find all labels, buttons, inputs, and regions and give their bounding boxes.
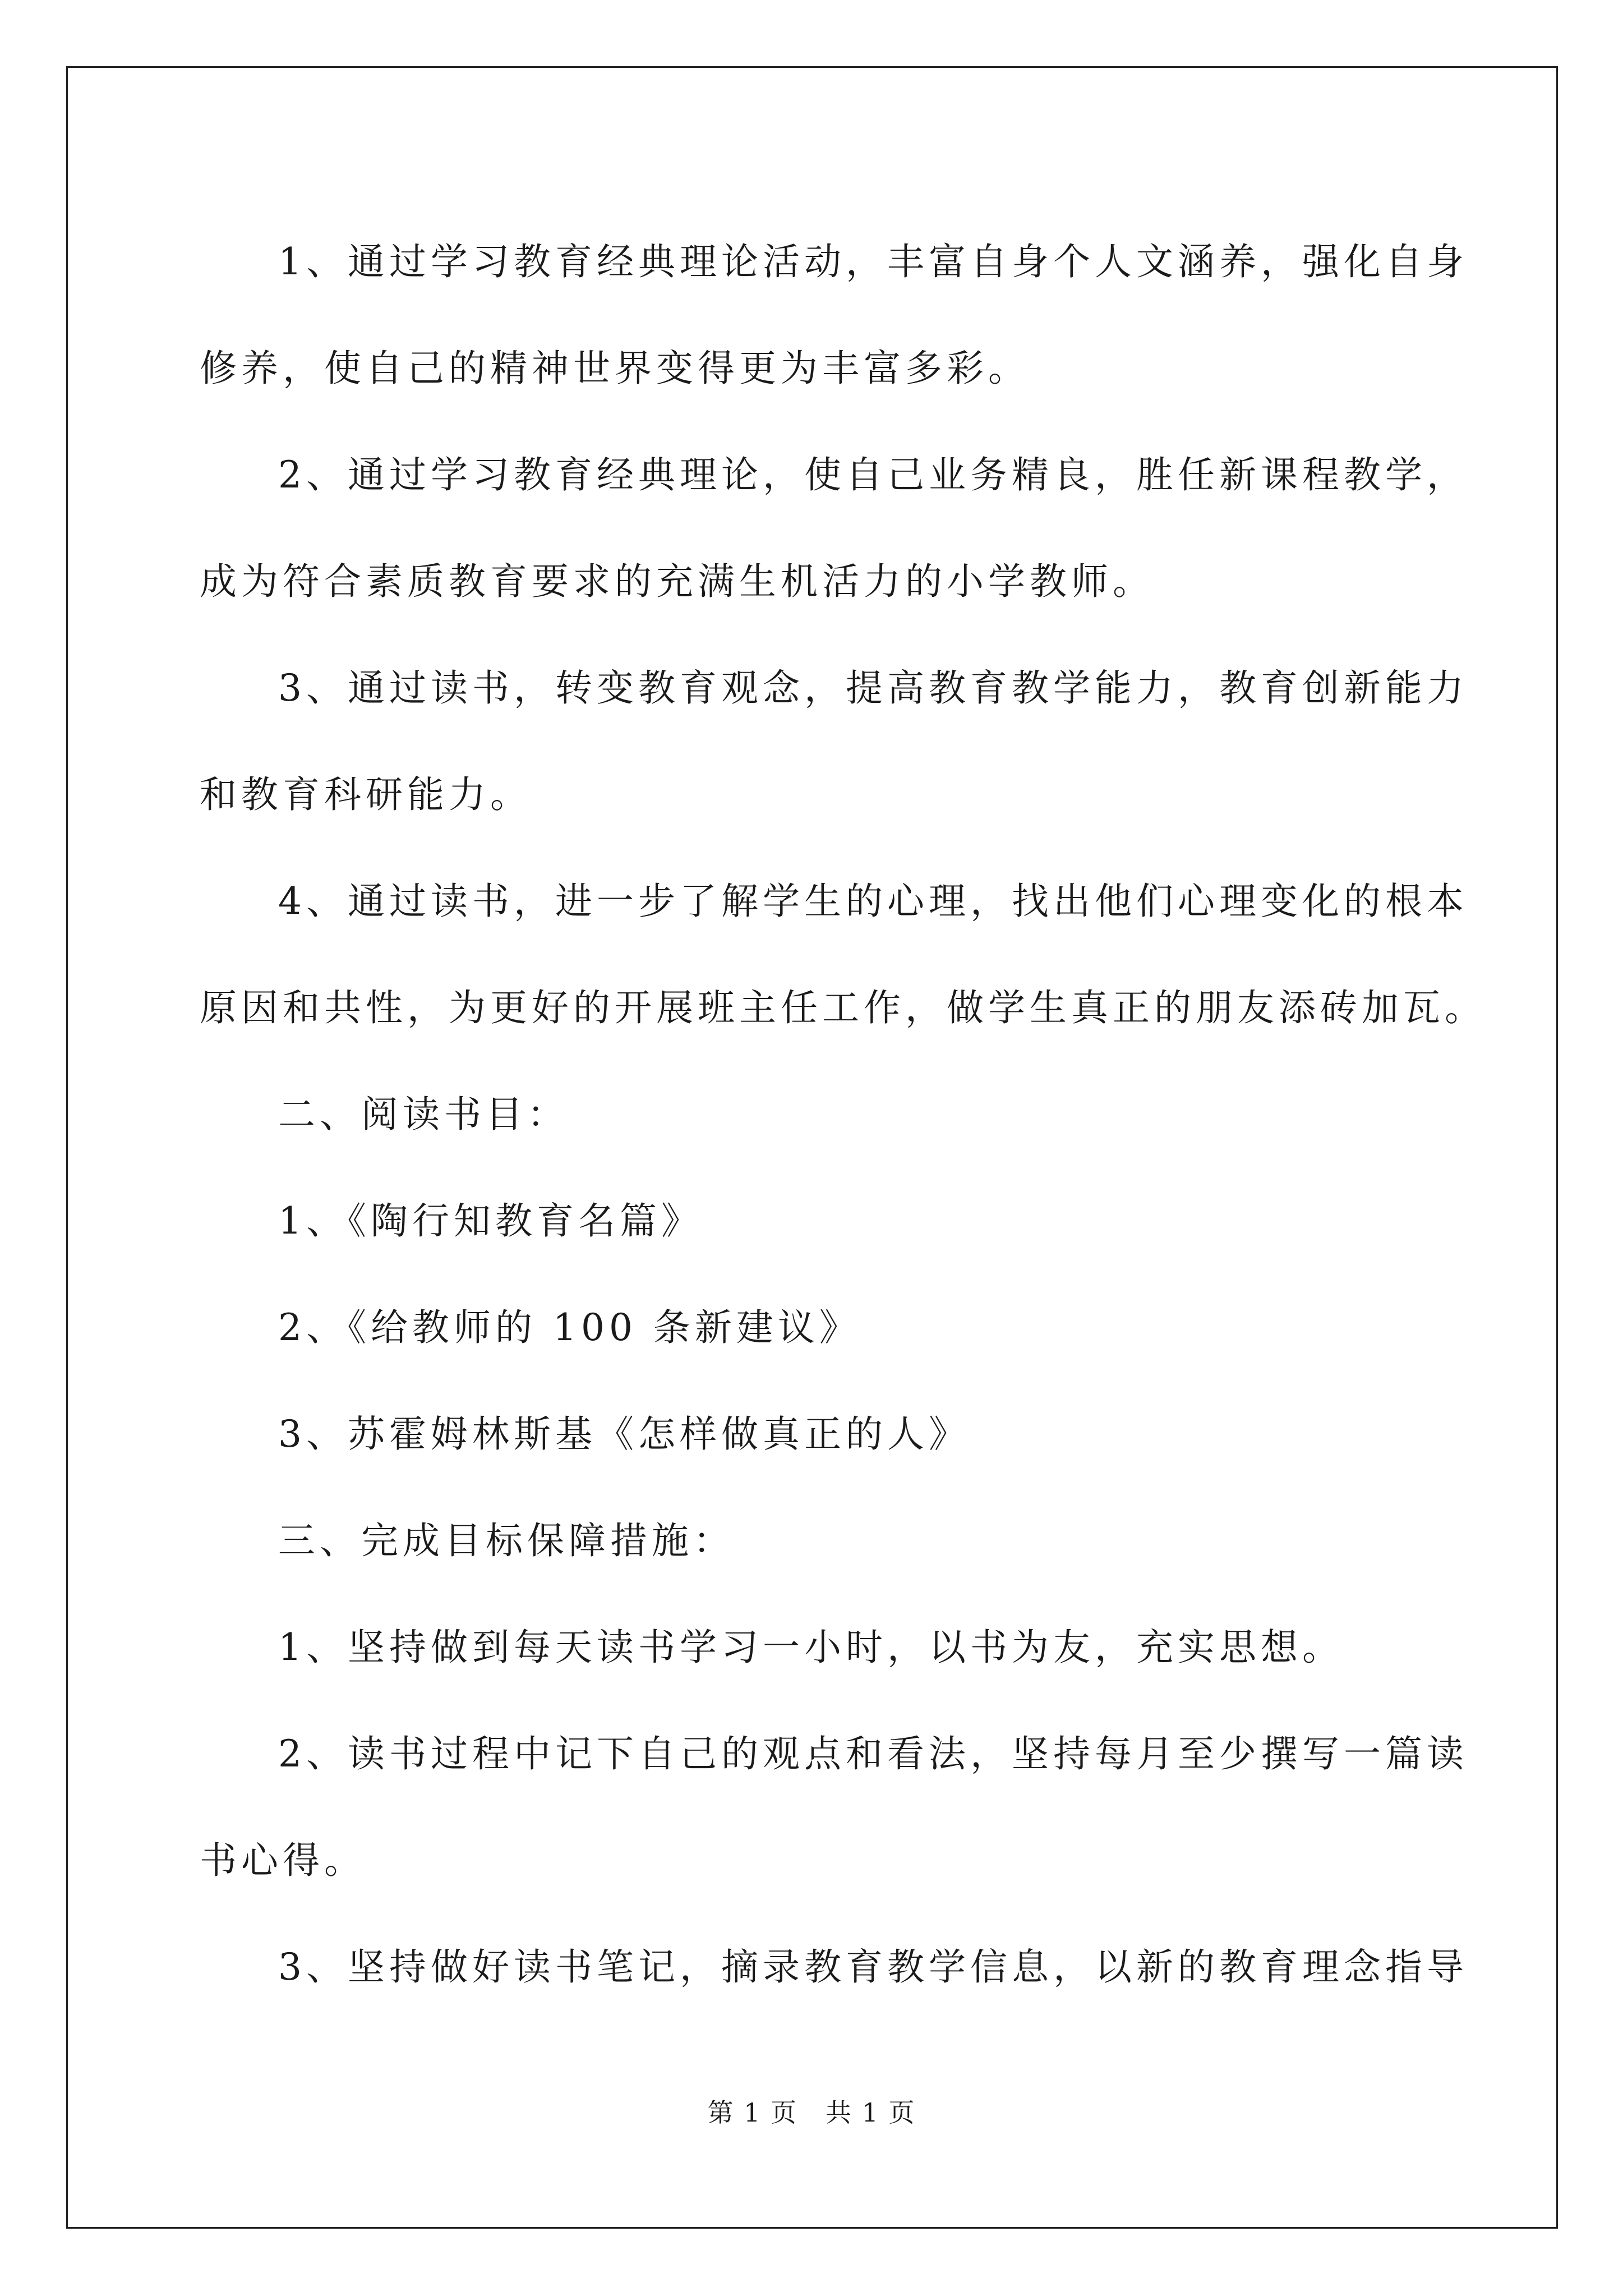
paragraph-line: 修养，使自己的精神世界变得更为丰富多彩。 bbox=[200, 347, 1030, 390]
book-list-item: 1、《陶行知教育名篇》 bbox=[278, 1199, 703, 1243]
book-list-item: 3、苏霍姆林斯基《怎样做真正的人》 bbox=[278, 1412, 970, 1456]
paragraph-line: 1、坚持做到每天读书学习一小时，以书为友，充实思想。 bbox=[278, 1626, 1344, 1669]
section-heading: 二、阅读书目： bbox=[278, 1093, 569, 1136]
paragraph-line: 书心得。 bbox=[200, 1839, 366, 1882]
paragraph-line: 1、通过学习教育经典理论活动，丰富自身个人文涵养，强化自身 bbox=[278, 240, 1468, 283]
paragraph-line: 2、读书过程中记下自己的观点和看法，坚持每月至少撰写一篇读 bbox=[278, 1732, 1468, 1775]
paragraph-line: 3、通过读书，转变教育观念，提高教育教学能力，教育创新能力 bbox=[278, 666, 1468, 710]
document-body bbox=[200, 209, 1486, 2021]
paragraph-line: 4、通过读书，进一步了解学生的心理，找出他们心理变化的根本 bbox=[278, 880, 1468, 923]
section-heading: 三、完成目标保障措施： bbox=[278, 1519, 735, 1562]
page-number-total: 共 1 页 bbox=[826, 2097, 916, 2128]
paragraph-line: 2、通过学习教育经典理论，使自己业务精良，胜任新课程教学， bbox=[278, 453, 1468, 496]
paragraph-line: 和教育科研能力。 bbox=[200, 773, 532, 816]
paragraph-line: 3、坚持做好读书笔记，摘录教育教学信息，以新的教育理念指导 bbox=[278, 1945, 1468, 1989]
paragraph-line: 原因和共性，为更好的开展班主任工作，做学生真正的朋友添砖加瓦。 bbox=[200, 986, 1486, 1029]
book-list-item: 2、《给教师的 100 条新建议》 bbox=[278, 1306, 861, 1349]
page-footer bbox=[0, 2092, 1623, 2129]
page-number-current: 第 1 页 bbox=[707, 2097, 797, 2128]
paragraph-line: 成为符合素质教育要求的充满生机活力的小学教师。 bbox=[200, 560, 1154, 603]
